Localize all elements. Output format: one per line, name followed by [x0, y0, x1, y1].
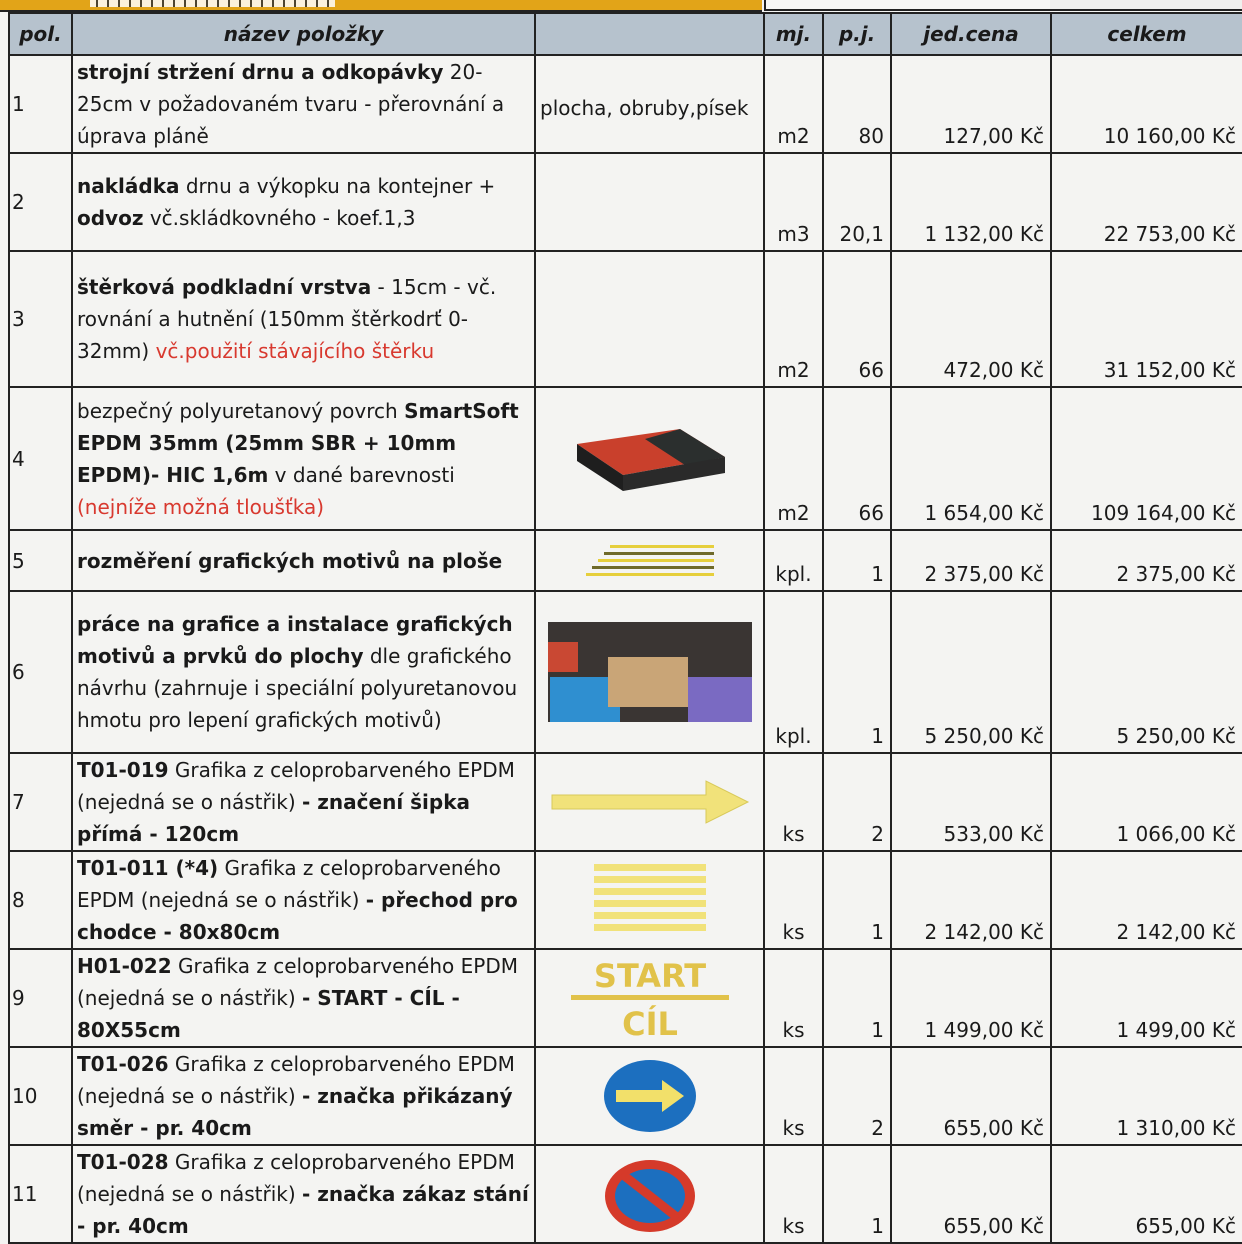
row-number: 5: [9, 530, 72, 591]
item-name-segment: T01-011 (*4): [77, 856, 219, 880]
header-pol: pol.: [9, 13, 72, 55]
total-price: 2 375,00 Kč: [1051, 530, 1242, 591]
item-image-cell: [535, 851, 764, 949]
table-row: [9, 530, 1242, 591]
total-price: 5 250,00 Kč: [1051, 591, 1242, 753]
total-price: 2 142,00 Kč: [1051, 851, 1242, 949]
quantity: 80: [823, 55, 891, 153]
item-name-segment: - značka zákaz stání - pr. 40cm: [77, 1182, 529, 1238]
row-number: 1: [9, 55, 72, 153]
header-box: [764, 0, 1052, 11]
unit: m2: [764, 387, 823, 530]
item-name-segment: - START - CÍL - 80X55cm: [77, 986, 460, 1042]
item-image-cell: [535, 1047, 764, 1145]
item-name-segment: v dané barevnosti: [268, 462, 455, 487]
item-image-cell: [535, 949, 764, 1047]
top-header-strip: [0, 0, 1242, 12]
item-name-segment: vč.skládkovného - koef.1,3: [143, 206, 416, 230]
row-number: 3: [9, 251, 72, 387]
unit-price: 5 250,00 Kč: [891, 591, 1051, 753]
row-number: 4: [9, 387, 72, 530]
unit-price: 533,00 Kč: [891, 753, 1051, 851]
unit: ks: [764, 949, 823, 1047]
unit: kpl.: [764, 591, 823, 753]
table-row: [9, 55, 1242, 153]
item-name-segment: T01-028: [77, 1150, 169, 1174]
finish-label: CÍL: [621, 1005, 678, 1041]
item-name: [72, 153, 535, 251]
header-price: jed.cena: [891, 13, 1051, 55]
header-mj: mj.: [764, 13, 823, 55]
item-name-segment: strojní stržení drnu a odkopávky: [77, 60, 444, 84]
quantity: 2: [823, 753, 891, 851]
unit-price: 655,00 Kč: [891, 1145, 1051, 1243]
table-row: [9, 591, 1242, 753]
item-name: [72, 1047, 535, 1145]
rubber-tile-image: [565, 409, 735, 509]
item-name-segment: drnu a výkopku na kontejner +: [179, 174, 496, 198]
row-number: 7: [9, 753, 72, 851]
item-name: [72, 1145, 535, 1243]
quantity: 2: [823, 1047, 891, 1145]
unit-price: 472,00 Kč: [891, 251, 1051, 387]
installation-photo-image: [548, 622, 752, 722]
item-name-segment: Grafika z celoprobarveného EPDM (nejedná se o nástřik): [77, 758, 515, 814]
item-image-cell: [535, 591, 764, 753]
item-name-segment: (nejníže možná tloušťka): [77, 494, 325, 519]
item-image-cell: [535, 387, 764, 530]
item-name-segment: T01-026: [77, 1052, 169, 1076]
item-note: plocha, obruby,písek: [535, 55, 764, 153]
item-name-segment: rozměření grafických motivů na ploše: [77, 548, 503, 573]
quantity: 1: [823, 591, 891, 753]
item-name: [72, 949, 535, 1047]
quantity: 1: [823, 530, 891, 591]
unit-price: 1 132,00 Kč: [891, 153, 1051, 251]
row-number: 9: [9, 949, 72, 1047]
total-price: 31 152,00 Kč: [1051, 251, 1242, 387]
item-image-cell: [535, 251, 764, 387]
item-name-segment: odvoz: [77, 206, 144, 230]
mandatory-direction-sign-image: [600, 1056, 700, 1136]
no-parking-sign-image: [600, 1154, 700, 1234]
unit: m2: [764, 251, 823, 387]
header-name: název položky: [72, 13, 535, 55]
row-number: 6: [9, 591, 72, 753]
row-number: 11: [9, 1145, 72, 1243]
table-row: [9, 949, 1242, 1047]
item-name-segment: H01-022: [77, 954, 172, 978]
crosswalk-image: [590, 860, 710, 940]
item-name-segment: T01-019: [77, 758, 169, 782]
item-name: [72, 851, 535, 949]
unit-price: 2 375,00 Kč: [891, 530, 1051, 591]
item-name-segment: - 15cm - vč. rovnání a hutnění (150mm štěrkodrť 0-32mm): [77, 275, 497, 363]
item-name-segment: bezpečný polyuretanový povrch: [77, 398, 405, 423]
unit: kpl.: [764, 530, 823, 591]
unit: ks: [764, 1047, 823, 1145]
table-row: [9, 153, 1242, 251]
measuring-tape-image: [580, 541, 720, 581]
item-name-segment: - značka přikázaný směr - pr. 40cm: [77, 1084, 513, 1140]
item-name-segment: 20-25cm v požadovaném tvaru - přerovnání a úprava pláně: [77, 60, 505, 148]
straight-arrow-image: [548, 777, 752, 827]
total-price: 655,00 Kč: [1051, 1145, 1242, 1243]
item-name-segment: - značení šipka přímá - 120cm: [77, 790, 471, 846]
header-note: [535, 13, 764, 55]
table-row: [9, 251, 1242, 387]
table-row: [9, 851, 1242, 949]
table-row: [9, 387, 1242, 530]
unit: m3: [764, 153, 823, 251]
unit: ks: [764, 1145, 823, 1243]
item-name-segment: SmartSoft EPDM 35mm (25mm SBR + 10mm EPDM)- HIC 1,6m: [77, 398, 519, 487]
unit-price: 1 499,00 Kč: [891, 949, 1051, 1047]
header-obscured-text: [90, 0, 335, 7]
unit: m2: [764, 55, 823, 153]
unit-price: 655,00 Kč: [891, 1047, 1051, 1145]
header-total: celkem: [1051, 13, 1242, 55]
total-price: 1 499,00 Kč: [1051, 949, 1242, 1047]
item-name: [72, 530, 535, 591]
quantity: 66: [823, 251, 891, 387]
item-name: [72, 753, 535, 851]
item-image-cell: [535, 753, 764, 851]
total-price: 10 160,00 Kč: [1051, 55, 1242, 153]
header-pj: p.j.: [823, 13, 891, 55]
item-name: [72, 251, 535, 387]
item-name-segment: Grafika z celoprobarveného EPDM (nejedná se o nástřik): [77, 856, 501, 912]
unit-price: 127,00 Kč: [891, 55, 1051, 153]
table-row: [9, 1047, 1242, 1145]
price-table: [8, 12, 1242, 1244]
total-price: 1 310,00 Kč: [1051, 1047, 1242, 1145]
total-price: 1 066,00 Kč: [1051, 753, 1242, 851]
item-name-segment: Grafika z celoprobarveného EPDM (nejedná se o nástřik): [77, 1052, 515, 1108]
item-name-segment: Grafika z celoprobarveného EPDM (nejedná se o nástřik): [77, 954, 518, 1010]
item-image-cell: [535, 153, 764, 251]
item-name-segment: nakládka: [77, 174, 180, 198]
item-name: [72, 591, 535, 753]
item-name: [72, 387, 535, 530]
item-name-segment: práce na grafice a instalace grafických motivů a prvků do plochy: [77, 612, 513, 668]
item-image-cell: [535, 1145, 764, 1243]
quantity: 1: [823, 1145, 891, 1243]
row-number: 10: [9, 1047, 72, 1145]
header-box: [1050, 0, 1242, 11]
row-number: 8: [9, 851, 72, 949]
item-name-segment: Grafika z celoprobarveného EPDM (nejedná se o nástřik): [77, 1150, 515, 1206]
quantity: 20,1: [823, 153, 891, 251]
row-number: 2: [9, 153, 72, 251]
item-name-segment: vč.použití stávajícího štěrku: [155, 339, 435, 363]
total-price: 109 164,00 Kč: [1051, 387, 1242, 530]
quantity: 1: [823, 949, 891, 1047]
unit-price: 2 142,00 Kč: [891, 851, 1051, 949]
item-image-cell: [535, 530, 764, 591]
table-row: [9, 1145, 1242, 1243]
unit: ks: [764, 753, 823, 851]
start-finish-image: [565, 955, 735, 1041]
item-name-segment: štěrková podkladní vrstva: [77, 275, 372, 299]
unit: ks: [764, 851, 823, 949]
table-row: [9, 753, 1242, 851]
item-name-segment: - přechod pro chodce - 80x80cm: [77, 888, 518, 944]
quantity: 66: [823, 387, 891, 530]
quantity: 1: [823, 851, 891, 949]
item-name: [72, 55, 535, 153]
unit-price: 1 654,00 Kč: [891, 387, 1051, 530]
table-header-row: [9, 13, 1242, 55]
total-price: 22 753,00 Kč: [1051, 153, 1242, 251]
start-label: START: [593, 957, 706, 995]
item-name-segment: dle grafického návrhu (zahrnuje i speciální polyuretanovou hmotu pro lepení grafických motivů): [77, 644, 518, 732]
